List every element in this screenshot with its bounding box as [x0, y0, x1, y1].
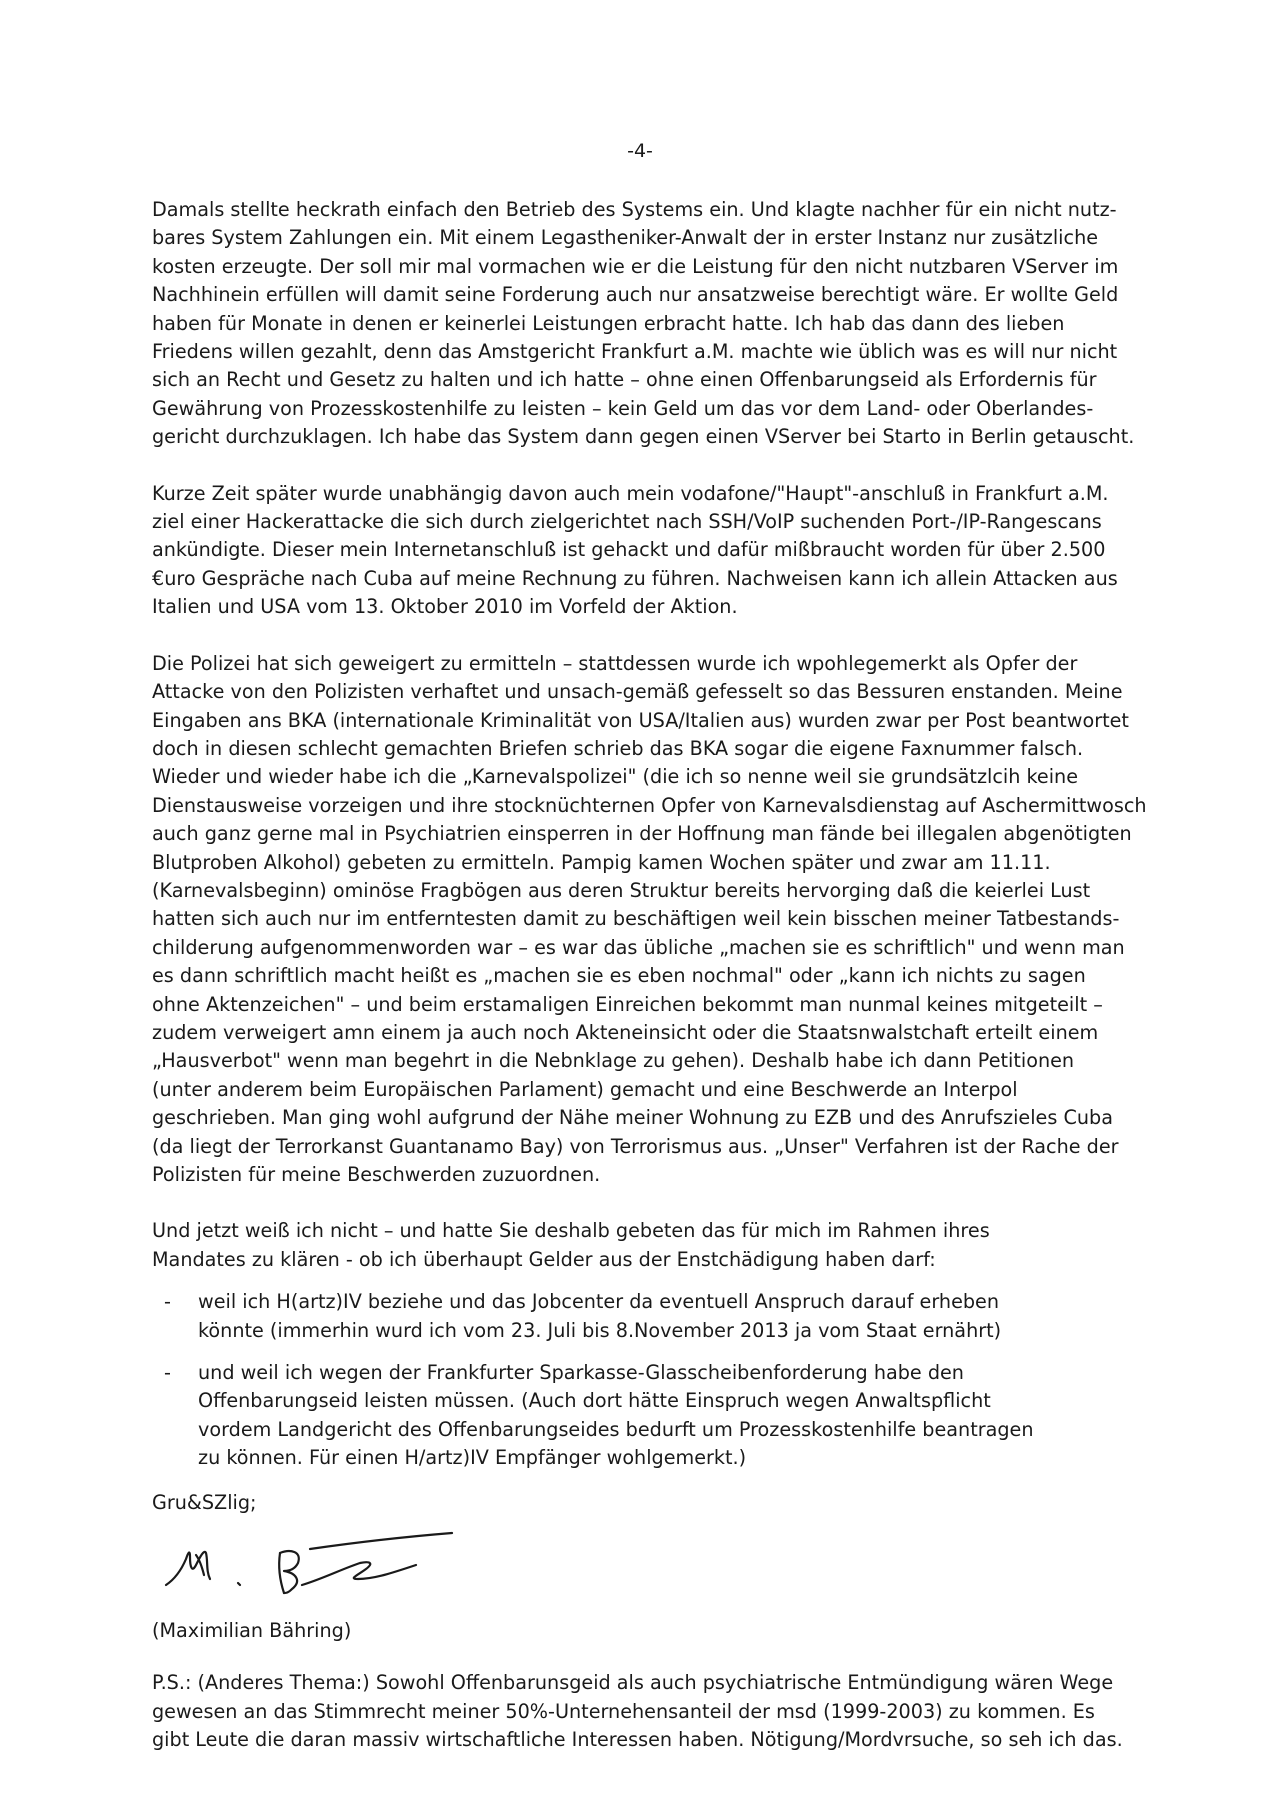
text-line: Damals stellte heckrath einfach den Betrieb des Systems ein. Und klagte nachher für ein nicht nutz-	[152, 198, 1117, 221]
text-line: sich an Recht und Gesetz zu halten und ich hatte – ohne einen Offenbarungseid als Erfordernis für	[152, 368, 1097, 392]
text-line: „Hausverbot" wenn man begehrt in die Nebnklage zu gehen). Deshalb habe ich dann Petitionen	[152, 1049, 1075, 1073]
text-line: ziel einer Hackerattacke die sich durch zielgerichtet nach SSH/VoIP suchenden Port-/IP-Rangescans	[152, 510, 1102, 534]
text-line: gericht durchzuklagen. Ich habe das System dann gegen einen VServer bei Starto in Berlin getauscht.	[152, 425, 1135, 449]
text-line: Friedens willen gezahlt, denn das Amstgericht Frankfurt a.M. machte wie üblich was es will nur nicht	[152, 340, 1118, 364]
handwritten-signature	[152, 1523, 532, 1615]
text-line: Kurze Zeit später wurde unabhängig davon auch mein vodafone/"Haupt"-anschluß in Frankfurt a.M.	[152, 481, 1109, 505]
text-line: (da liegt der Terrorkanst Guantanamo Bay) von Terrorismus aus. „Unser" Verfahren ist der Rache der	[152, 1134, 1119, 1158]
text-line: weil ich H(artz)IV beziehe und das Jobcenter da eventuell Anspruch darauf erheben	[198, 1290, 1000, 1314]
paragraph-question	[152, 1217, 1187, 1274]
text-line: P.S.: (Anderes Thema:) Sowohl Offenbarunsgeid als auch psychiatrische Entmündigung wären Wege	[152, 1671, 1114, 1695]
text-line: zu können. Für einen H/artz)IV Empfänger wohlgemerkt.)	[198, 1446, 747, 1470]
text-line: haben für Monate in denen er keinerlei Leistungen erbracht hatte. Ich hab das dann des lieben	[152, 311, 1065, 335]
text-line: bares System Zahlungen ein. Mit einem Legastheniker-Anwalt der in erster Instanz nur zusätzliche	[152, 226, 1099, 250]
text-line: Gewährung von Prozesskostenhilfe zu leisten – kein Geld um das vor dem Land- oder Oberlandes-	[152, 396, 1094, 420]
text-line: Blutproben Alkohol) gebeten zu ermitteln. Pampig kamen Wochen später und zwar am 11.11.	[152, 850, 1051, 874]
signer-name: (Maximilian Bähring)	[152, 1619, 352, 1643]
text-line: Die Polizei hat sich geweigert zu ermitteln – stattdessen wurde ich wpohlegemerkt als Opfer der	[152, 651, 1078, 675]
text-line: vordem Landgericht des Offenbarungseides bedurft um Prozesskostenhilfe beantragen	[198, 1417, 1034, 1441]
text-line: gibt Leute die daran massiv wirtschaftliche Interessen haben. Nötigung/Mordvrsuche, so seh ich das.	[152, 1728, 1123, 1752]
text-line: zudem verweigert amn einem ja auch noch Akteneinsicht oder die Staatsnwalstchaft erteilt einem	[152, 1020, 1099, 1044]
text-line: doch in diesen schlecht gemachten Briefen schrieb das BKA sogar die eigene Faxnummer falsch.	[152, 736, 1084, 760]
text-line: gewesen an das Stimmrecht meiner 50%-Unternehensanteil der msd (1999-2003) zu kommen. Es	[152, 1699, 1095, 1723]
text-line: ohne Aktenzeichen" – und beim erstamaligen Einreichen bekommt man nunmal keines mitgeteilt –	[152, 992, 1103, 1016]
text-line: es dann schriftlich macht heißt es „machen sie es eben nochmal" oder „kann ich nichts zu sagen	[152, 964, 1086, 988]
text-line: Eingaben ans BKA (internationale Kriminalität von USA/Italien aus) wurden zwar per Post beantwortet	[152, 708, 1129, 732]
list-item	[152, 1288, 1187, 1345]
text-line: Und jetzt weiß ich nicht – und hatte Sie deshalb gebeten das für mich im Rahmen ihres	[152, 1219, 990, 1243]
reason-list	[152, 1288, 1187, 1472]
paragraph-hackerattack	[152, 480, 1187, 622]
text-line: ankündigte. Dieser mein Internetanschluß ist gehackt und dafür mißbraucht worden für über 2.500	[152, 538, 1106, 562]
closing-greeting: Gru&SZlig;	[152, 1490, 257, 1514]
text-line: Attacke von den Polizisten verhaftet und unsach-gemäß gefesselt so das Bessuren enstanden. Meine	[152, 680, 1123, 704]
list-dash: -	[164, 1361, 171, 1385]
list-dash: -	[164, 1290, 171, 1314]
text-line: Italien und USA vom 13. Oktober 2010 im Vorfeld der Aktion.	[152, 595, 738, 619]
signature-drawing	[152, 1523, 532, 1615]
postscript	[152, 1669, 1187, 1754]
letter-body	[152, 196, 1187, 1783]
text-line: auch ganz gerne mal in Psychiatrien einsperren in der Hoffnung man fände bei illegalen abgenötigten	[152, 822, 1132, 846]
text-line: Wieder und wieder habe ich die „Karnevalspolizei" (die ich so nenne weil sie grundsätzlcih keine	[152, 765, 1079, 789]
text-line: Polizisten für meine Beschwerden zuzuordnen.	[152, 1163, 601, 1186]
text-line: Dienstausweise vorzeigen und ihre stocknüchternen Opfer von Karnevalsdienstag auf Aschermittwosch	[152, 793, 1147, 817]
text-line: geschrieben. Man ging wohl aufgrund der Nähe meiner Wohnung zu EZB und des Anrufszieles Cuba	[152, 1106, 1113, 1130]
text-line: childerung aufgenommenworden war – es war das übliche „machen sie es schriftlich" und wenn man	[152, 935, 1125, 959]
text-line: und weil ich wegen der Frankfurter Sparkasse-Glasscheibenforderung habe den	[198, 1361, 964, 1385]
text-line: €uro Gespräche nach Cuba auf meine Rechnung zu führen. Nachweisen kann ich allein Attacken aus	[152, 566, 1118, 590]
page-number: -4-	[627, 140, 653, 162]
text-line: (unter anderem beim Europäischen Parlament) gemacht und eine Beschwerde an Interpol	[152, 1077, 1018, 1101]
text-line: Offenbarungseid leisten müssen. (Auch dort hätte Einspruch wegen Anwaltspflicht	[198, 1389, 991, 1413]
paragraph-vserver	[152, 196, 1187, 452]
text-line: Nachhinein erfüllen will damit seine Forderung auch nur ansatzweise berechtigt wäre. Er wollte Geld	[152, 283, 1119, 307]
text-line: kosten erzeugte. Der soll mir mal vormachen wie er die Leistung für den nicht nutzbaren VServer im	[152, 254, 1119, 278]
text-line: (Karnevalsbeginn) ominöse Fragbögen aus deren Struktur bereits hervorging daß die keierlei Lust	[152, 878, 1091, 902]
list-item	[152, 1359, 1187, 1473]
text-line: könnte (immerhin wurd ich vom 23. Juli bis 8.November 2013 ja vom Staat ernährt)	[198, 1318, 1002, 1342]
text-line: hatten sich auch nur im entferntesten damit zu beschäftigen weil kein bisschen meiner Tatbestands-	[152, 907, 1120, 931]
paragraph-police	[152, 650, 1187, 1190]
text-line: Mandates zu klären - ob ich überhaupt Gelder aus der Enstchädigung haben darf:	[152, 1247, 936, 1271]
